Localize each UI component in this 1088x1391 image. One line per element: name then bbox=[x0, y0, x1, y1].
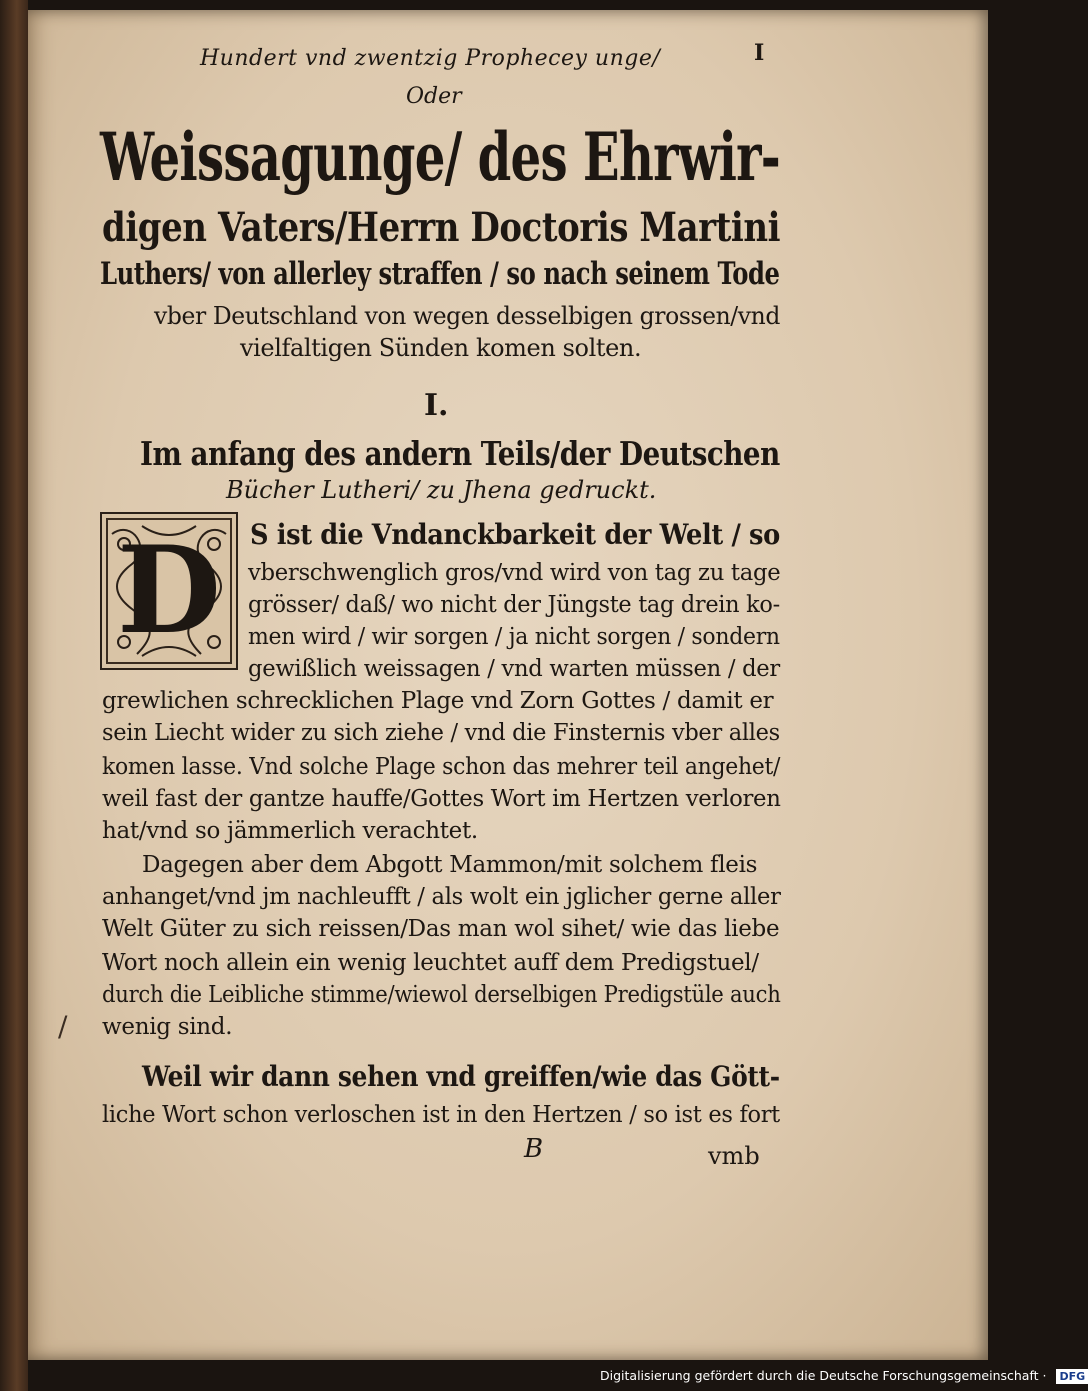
para1-line: weil fast der gantze hauffe/Gottes Wort im Hertzen verloren bbox=[102, 786, 781, 812]
para1-line: grewlichen schrecklichen Plage vnd Zorn Gottes / damit er bbox=[102, 688, 774, 714]
title-line-1: Weissagunge/ des Ehrwir- bbox=[100, 118, 781, 196]
catchword: vmb bbox=[708, 1142, 760, 1170]
para1-line: vberschwenglich gros/vnd wird von tag zu tage bbox=[248, 560, 781, 586]
page-number: I bbox=[754, 40, 765, 66]
para1-line: komen lasse. Vnd solche Plage schon das mehrer teil angehet/ bbox=[102, 754, 781, 780]
title-line-3: Luthers/ von allerley straffen / so nach seinem Tode bbox=[100, 256, 780, 292]
dfg-logo-icon: DFG bbox=[1056, 1369, 1088, 1384]
signature-mark: B bbox=[524, 1134, 544, 1164]
initial-letter: D bbox=[116, 520, 222, 661]
footer-credit bbox=[600, 1368, 1086, 1390]
para2-line: wenig sind. bbox=[102, 1014, 233, 1040]
para3-line: liche Wort schon verloschen ist in den Hertzen / so ist es fort bbox=[102, 1102, 780, 1128]
para1-line: S ist die Vndanckbarkeit der Welt / so bbox=[250, 518, 780, 551]
para2-line: Dagegen aber dem Abgott Mammon/mit solchem fleis bbox=[142, 852, 758, 878]
para1-line: hat/vnd so jämmerlich verachtet. bbox=[102, 818, 478, 844]
para2-line: Wort noch allein ein wenig leuchtet auff dem Predigstuel/ bbox=[102, 950, 759, 976]
para2-line: Welt Güter zu sich reissen/Das man wol sihet/ wie das liebe bbox=[102, 916, 780, 942]
section-heading-line-2: Bücher Lutheri/ zu Jhena gedruckt. bbox=[226, 476, 657, 504]
running-title: Hundert vnd zwentzig Prophecey unge/ bbox=[200, 46, 661, 71]
margin-mark: / bbox=[58, 1010, 68, 1043]
para2-line: durch die Leibliche stimme/wiewol derselbigen Predigstüle auch bbox=[102, 982, 781, 1008]
title-line-2: digen Vaters/Herrn Doctoris Martini bbox=[102, 204, 781, 251]
para1-line: grösser/ daß/ wo nicht der Jüngste tag drein ko- bbox=[248, 592, 780, 618]
book-spine bbox=[0, 0, 28, 1391]
footer-text: Digitalisierung gefördert durch die Deutsche Forschungsgemeinschaft · bbox=[600, 1368, 1047, 1383]
para1-line: men wird / wir sorgen / ja nicht sorgen / sondern bbox=[248, 624, 780, 650]
para1-line: sein Liecht wider zu sich ziehe / vnd die Finsternis vber alles bbox=[102, 720, 780, 746]
title-line-5: vielfaltigen Sünden komen solten. bbox=[240, 334, 642, 362]
para3-line: Weil wir dann sehen vnd greiffen/wie das Gött- bbox=[142, 1060, 780, 1093]
decorated-initial bbox=[100, 512, 238, 670]
title-line-4: vber Deutschland von wegen desselbigen grossen/vnd bbox=[154, 302, 780, 330]
para1-line: gewißlich weissagen / vnd warten müssen / der bbox=[248, 656, 780, 682]
para2-line: anhanget/vnd jm nachleufft / als wolt ein jglicher gerne aller bbox=[102, 884, 781, 910]
section-heading-line-1: Im anfang des andern Teils/der Deutschen bbox=[140, 434, 780, 473]
title-oder: Oder bbox=[406, 84, 462, 109]
section-number: I. bbox=[424, 388, 449, 423]
